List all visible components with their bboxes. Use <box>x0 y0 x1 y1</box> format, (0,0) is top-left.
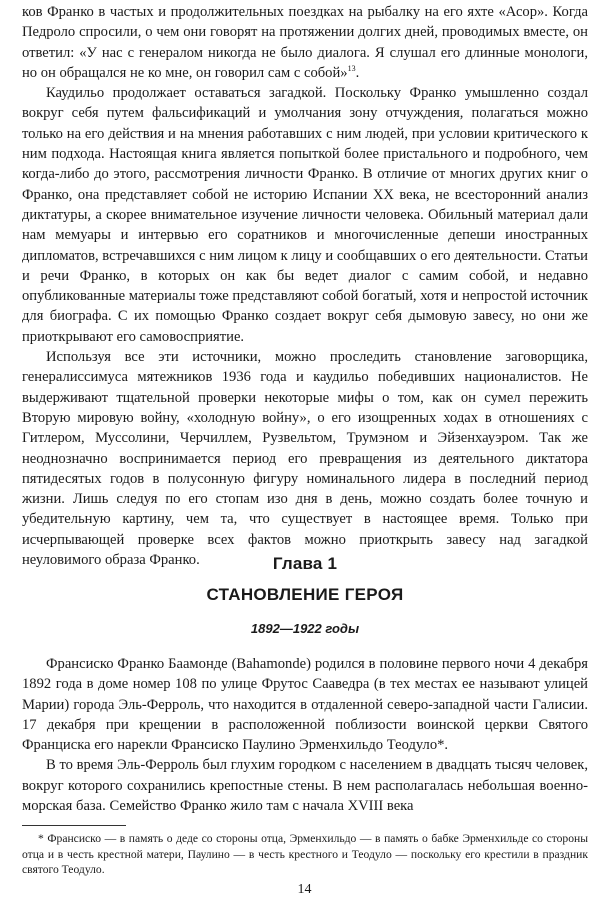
chapter-label: Глава 1 <box>272 554 338 573</box>
page-number: 14 <box>297 882 312 897</box>
chapter-heading <box>22 554 588 574</box>
chapter-title-block <box>22 585 588 605</box>
intro-text-block <box>22 2 588 570</box>
paragraph: Используя все эти источники, можно проследить становление заговорщика, генералиссимуса мятежников 1936 года и каудильо победивших националистов. Не выдерживают тщательной проверки некоторые мифы о том, как он сумел пережить Вторую мировую войну, «холодную войну», о его изощренных ходах в отношениях с Гитлером, Муссолини, Черчиллем, Рузвельтом, Трумэном и Эйзенхауэром. Так же неоднозначно воспринимается период его превращения из деятельного диктатора пятидесятых годов в полусонную фигуру номинального лидера в последний период жизни. Лишь следуя по его стопам изо дня в день, можно создать более точную и убедительную картину, чем та, что существует в настоящее время. Только при исчерпывающей проверке всех фактов можно приоткрыть завесу над загадкой неуловимого образа Франко. <box>22 349 588 569</box>
paragraph: В то время Эль-Ферроль был глухим городком с населением в двадцать тысяч человек, вокруг которого сохранились крепостные стены. В нем располагалась небольшая военно-морская база. Семейство Франко жило там с начала XVIII века <box>22 757 588 815</box>
paragraph-continued <box>22 2 588 83</box>
paragraph: Франсиско Франко Баамонде (Bahamonde) родился в половине первого ночи 4 декабря 1892 года в доме номер 108 по улице Фрутос Сааведра (в тех местах ее называют улицей Марии) города Эль-Ферроль, что находится в отдаленной северо-западной части Галисии. 17 декабря при крещении в расположенной поблизости воинской церкви Святого Франциска его нарекли Франсиско Паулино Эрменхильдо Теодуло*. <box>22 656 588 754</box>
chapter-text-block <box>22 654 588 816</box>
chapter-years: 1892—1922 годы <box>250 621 360 636</box>
paragraph-punctuation: . <box>355 64 360 81</box>
chapter-title: СТАНОВЛЕНИЕ ГЕРОЯ <box>206 585 404 604</box>
paragraph-text: ков Франко в частых и продолжительных поездках на рыбалку на его яхте «Асор». Когда Педроло спросили, о чем они говорят на протяжении долгих дней, проводимых вместе, он ответил: «У нас с генералом никогда не было диалога. Я слушал его длинные монологи, но он обращался не ко мне, он говорил сам с собой» <box>22 4 588 81</box>
chapter-years-block <box>22 621 588 636</box>
paragraph: Каудильо продолжает оставаться загадкой. Поскольку Франко умышленно создал вокруг себя путем фальсификаций и умолчания зону отчуждения, полагаться можно только на его действия и на мнения работавших с ним людей, при условии критического к ним подхода. Настоящая книга является попыткой более пристального и подробного, чем когда-либо до этого, рассмотрения личности Франко. В отличие от многих других книг о Франко, она представляет собой не историю Испании XX века, не всесторонний анализ диктатуры, а скорее внимательное изучение личности человека. Обильный материал дали нам мемуары и интервью его соратников и многочисленные депеши иностранных дипломатов, встречавшихся с ним лицом к лицу и сообщавших о его деятельности. Статьи и речи Франко, в которых он как бы ведет диалог с самим собой, и недавно опубликованные материалы тоже представляют собой богатый, хотя и непростой источник для биографа. С их помощью Франко создает вокруг себя дымовую завесу, но они же приоткрывают его самовосприятие. <box>22 85 588 345</box>
footnote: * Франсиско — в память о деде со стороны отца, Эрменхильдо — в память о бабке Эрменхильде со стороны отца и в честь крестной матери, Паулино — в честь крестного и Теодуло — поскольку его крестили в праздник святого Теодуло. <box>22 832 588 877</box>
footnote-reference: 13 <box>347 64 356 74</box>
footnote-divider <box>22 825 126 826</box>
